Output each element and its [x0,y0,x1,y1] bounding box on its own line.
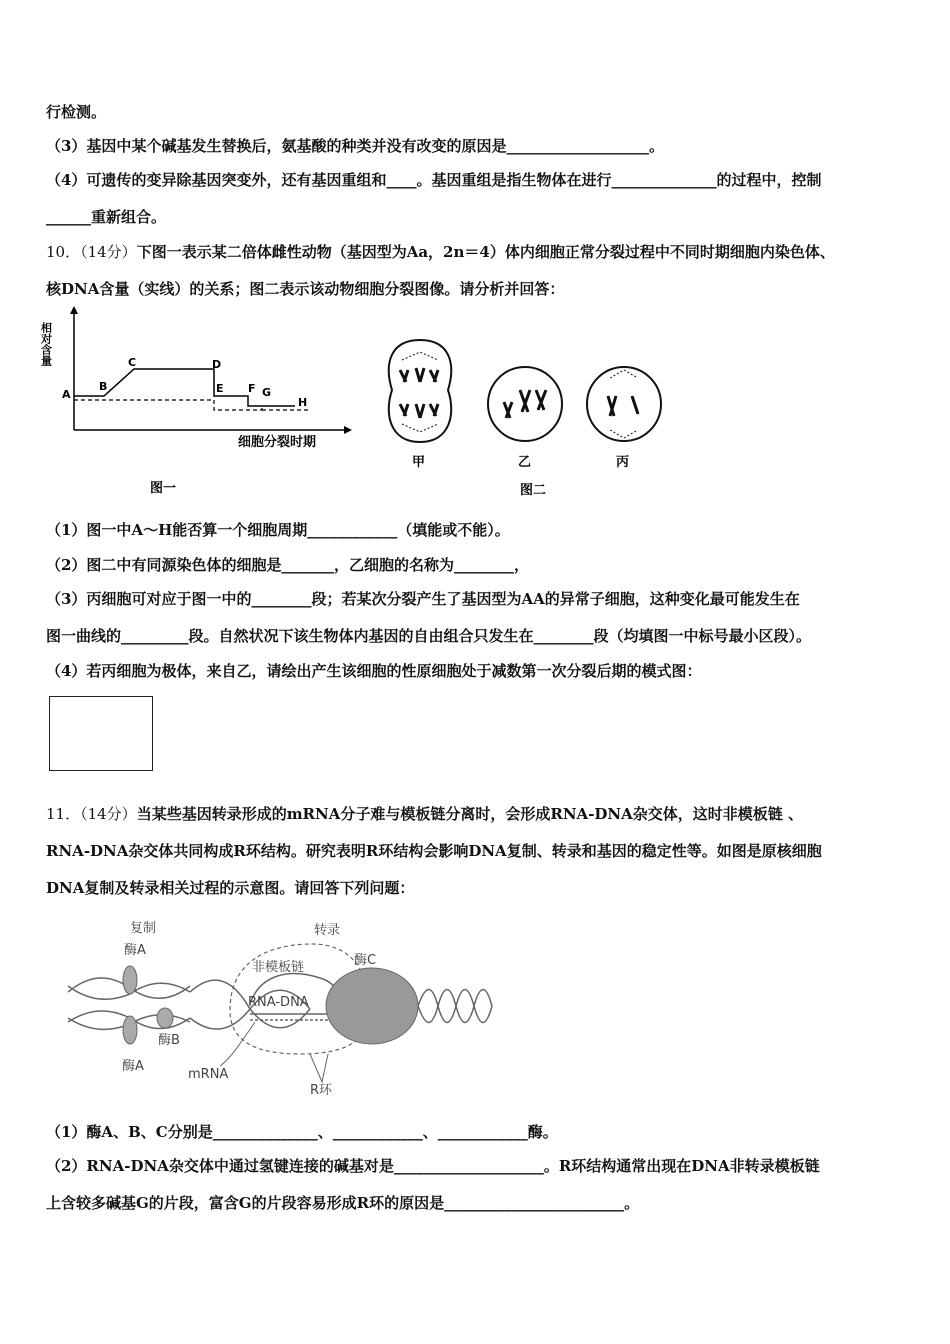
question-number: 11．（14分） [46,805,137,823]
point-label: A [62,388,71,401]
cell-label: 甲 [412,455,426,470]
replication-label: 复制 [130,921,157,936]
enzyme-c-label: 酶C [354,953,377,968]
cell-label: 乙 [518,455,532,470]
text-line: （1）酶A、B、C分别是______________、____________、____________酶。 [46,1123,558,1141]
mrna-label: mRNA [188,1067,229,1082]
enzyme-b-label: 酶B [158,1033,180,1048]
non-template-label: 非模板链 [252,960,305,975]
figure-caption: 图二 [520,483,547,498]
text-line: 行检测。 [46,103,107,121]
text-line: （1）图一中A～H能否算一个细胞周期____________（填能或不能）。 [46,521,510,539]
question-text: 下图一表示某二倍体雌性动物（基因型为Aa，2n＝4）体内细胞正常分裂过程中不同时期细胞内染色体、 [136,243,835,261]
point-label: G [262,386,272,399]
question-text: 当某些基因转录形成的mRNA分子难与模板链分离时，会形成RNA-DNA杂交体，这时非模板链 、 [136,805,803,823]
transcription-label: 转录 [314,923,341,938]
question-number: 10．（14分） [46,243,137,261]
text-line: （3）丙细胞可对应于图一中的________段；若某次分裂产生了基因型为AA的异常子细胞，这种变化最可能发生在 [46,590,800,608]
r-loop-label: R环 [310,1083,333,1098]
text-line: RNA-DNA杂交体共同构成R环结构。研究表明R环结构会影响DNA复制、转录和基因的稳定性等。如图是原核细胞 [46,842,822,860]
text-line: （4）可遗传的变异除基因突变外，还有基因重组和____。基因重组是指生物体在进行______________的过程中，控制 [46,171,822,189]
enzyme-a-label: 酶A [122,1059,144,1074]
cell-label: 丙 [616,455,630,470]
text-line: （2）图二中有同源染色体的细胞是_______，乙细胞的名称为________， [46,556,529,574]
figure-2 [380,334,690,504]
point-label: B [99,380,108,393]
text-line: 上含较多碱基G的片段，富含G的片段容易形成R环的原因是________________________。 [46,1194,640,1212]
question-10-intro [46,242,910,262]
point-label: F [248,382,256,395]
text-line: ______重新组合。 [46,208,167,226]
text-line: 图一曲线的_________段。自然状况下该生物体内基因的自由组合只发生在________段（均填图一中标号最小区段）。 [46,627,812,645]
point-label: E [216,382,224,395]
text-line: （4）若丙细胞为极体，来自乙，请绘出产生该细胞的性原细胞处于减数第一次分裂后期的模式图： [46,662,702,680]
question-11-intro [46,804,910,824]
text-line: DNA复制及转录相关过程的示意图。请回答下列问题： [46,879,415,897]
figure-3 [60,914,500,1104]
enzyme-a-label: 酶A [124,943,146,958]
text-line: （3）基因中某个碱基发生替换后，氨基酸的种类并没有改变的原因是___________________。 [46,137,664,155]
x-axis-label: 细胞分裂时期 [238,435,317,450]
text-line: 核DNA含量（实线）的关系；图二表示该动物细胞分裂图像。请分析并回答： [46,280,565,298]
point-label: H [298,396,308,409]
figure-caption: 图一 [150,481,177,496]
drawing-answer-box[interactable] [49,696,153,771]
point-label: C [128,356,137,369]
y-axis-label: 相对含量 [40,322,53,366]
point-label: D [212,358,222,371]
hybrid-label: RNA-DNA [248,995,309,1010]
figure-1 [40,306,370,501]
text-line: （2）RNA-DNA杂交体中通过氢键连接的碱基对是____________________。R环结构通常出现在DNA非转录模板链 [46,1157,820,1175]
